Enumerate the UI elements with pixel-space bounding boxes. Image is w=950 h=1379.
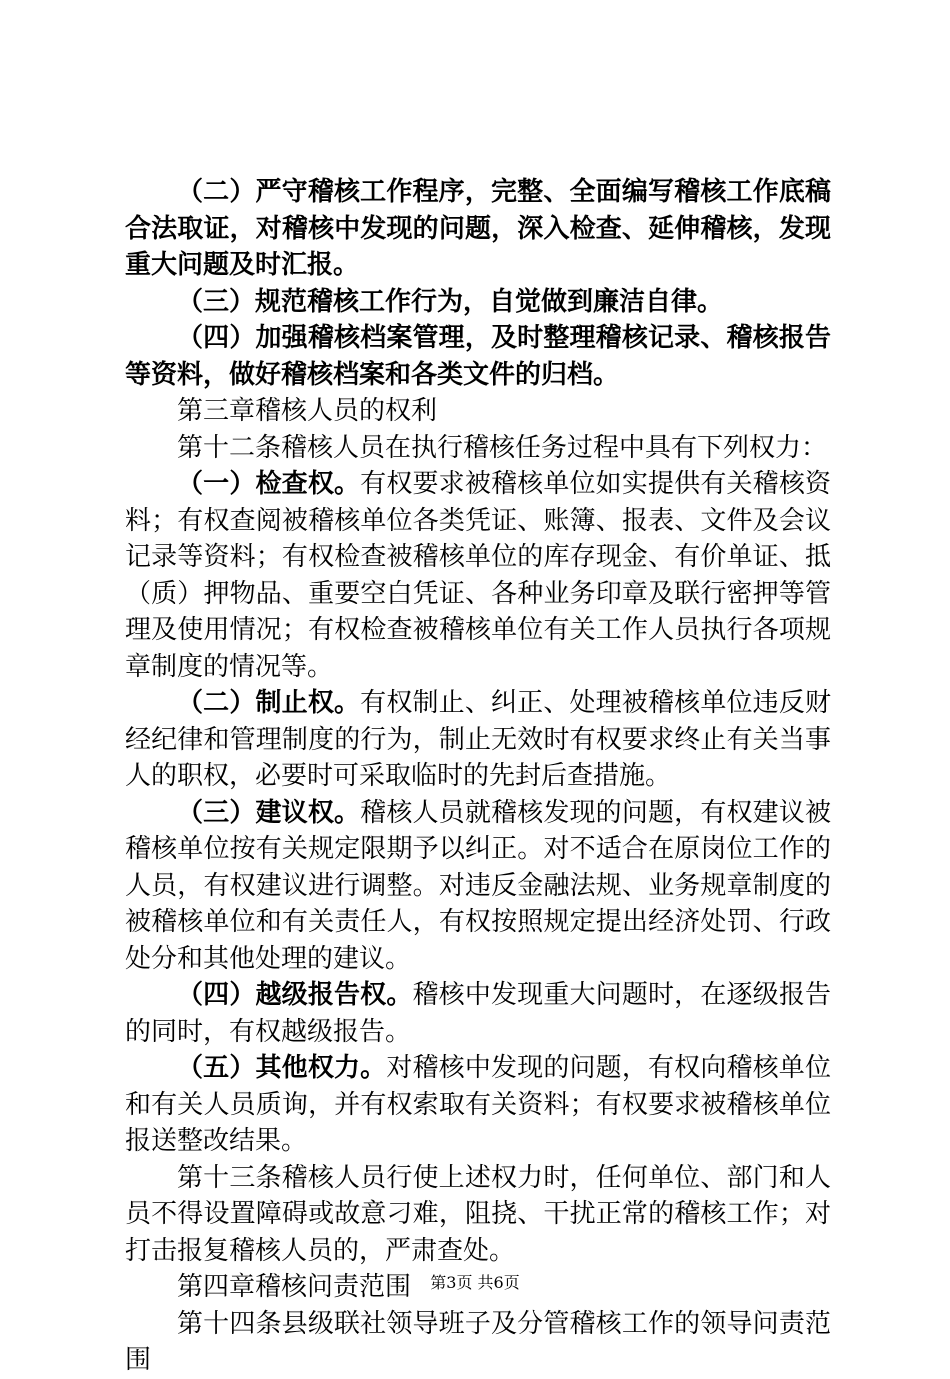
paragraph-text: 稽核中发现重大问题时，在逐级报告的同时，有权越级报告。 bbox=[125, 980, 831, 1047]
document-body bbox=[125, 174, 831, 1379]
paragraph-text: 第十四条县级联社领导班子及分管稽核工作的领导问责范围 bbox=[125, 1308, 831, 1375]
paragraph-text: （三）规范稽核工作行为，自觉做到廉洁自律。 bbox=[177, 286, 724, 317]
right-inspection bbox=[125, 466, 831, 685]
article-14 bbox=[125, 1306, 831, 1379]
paragraph-text: 有权要求被稽核单位如实提供有关稽核资料；有权查阅被稽核单位各类凭证、账簿、报表、文件及会议记录等资料；有权检查被稽核单位的库存现金、有价单证、抵（质）押物品、重要空白凭证、各种业务印章及联行密押等管理及使用情况；有权检查被稽核单位有关工作人员执行各项规章制度的情况等。 bbox=[125, 469, 831, 682]
article-12 bbox=[125, 430, 831, 467]
paragraph-2-procedure bbox=[125, 174, 831, 284]
paragraph-lead: （五）其他权力。 bbox=[177, 1053, 387, 1083]
paragraph-text: 第十三条稽核人员行使上述权力时，任何单位、部门和人员不得设置障碍或故意刁难，阻挠、干扰正常的稽核工作；对打击报复稽核人员的，严肃查处。 bbox=[125, 1162, 831, 1266]
right-other bbox=[125, 1050, 831, 1160]
paragraph-text: 稽核人员就稽核发现的问题，有权建议被稽核单位按有关规定限期予以纠正。对不适合在原岗位工作的人员，有权建议进行调整。对违反金融法规、业务规章制度的被稽核单位和有关责任人，有权按照规定提出经济处罚、行政处分和其他处理的建议。 bbox=[125, 797, 831, 974]
paragraph-lead: （一）检查权。 bbox=[177, 469, 361, 499]
page-footer bbox=[0, 1270, 950, 1293]
chapter-3-heading bbox=[125, 393, 831, 430]
paragraph-text: （四）加强稽核档案管理，及时整理稽核记录、稽核报告等资料，做好稽核档案和各类文件的归档。 bbox=[125, 323, 831, 390]
right-suggest bbox=[125, 795, 831, 978]
paragraph-lead: （二）制止权。 bbox=[177, 688, 361, 718]
paragraph-lead: （三）建议权。 bbox=[177, 797, 361, 828]
paragraph-text: （二）严守稽核工作程序，完整、全面编写稽核工作底稿合法取证，对稽核中发现的问题，深入检查、延伸稽核，发现重大问题及时汇报。 bbox=[125, 177, 831, 280]
paragraph-3-conduct bbox=[125, 284, 831, 321]
paragraph-text: 第三章稽核人员的权利 bbox=[177, 396, 438, 426]
right-stop bbox=[125, 685, 831, 795]
article-13 bbox=[125, 1160, 831, 1270]
paragraph-text: 对稽核中发现的问题，有权向稽核单位和有关人员质询，并有权索取有关资料；有权要求被稽核单位报送整改结果。 bbox=[125, 1053, 831, 1156]
paragraph-text: 第十二条稽核人员在执行稽核任务过程中具有下列权力： bbox=[177, 432, 828, 463]
paragraph-4-archive bbox=[125, 320, 831, 393]
page-number: 第3页 共6页 bbox=[430, 1273, 520, 1292]
right-escalate bbox=[125, 977, 831, 1050]
paragraph-lead: （四）越级报告权。 bbox=[177, 980, 413, 1010]
paragraph-text: 有权制止、纠正、处理被稽核单位违反财经纪律和管理制度的行为，制止无效时有权要求终止有关当事人的职权，必要时可采取临时的先封后查措施。 bbox=[125, 688, 831, 791]
paragraph-text: 第四章稽核问责范围 bbox=[177, 1272, 412, 1302]
